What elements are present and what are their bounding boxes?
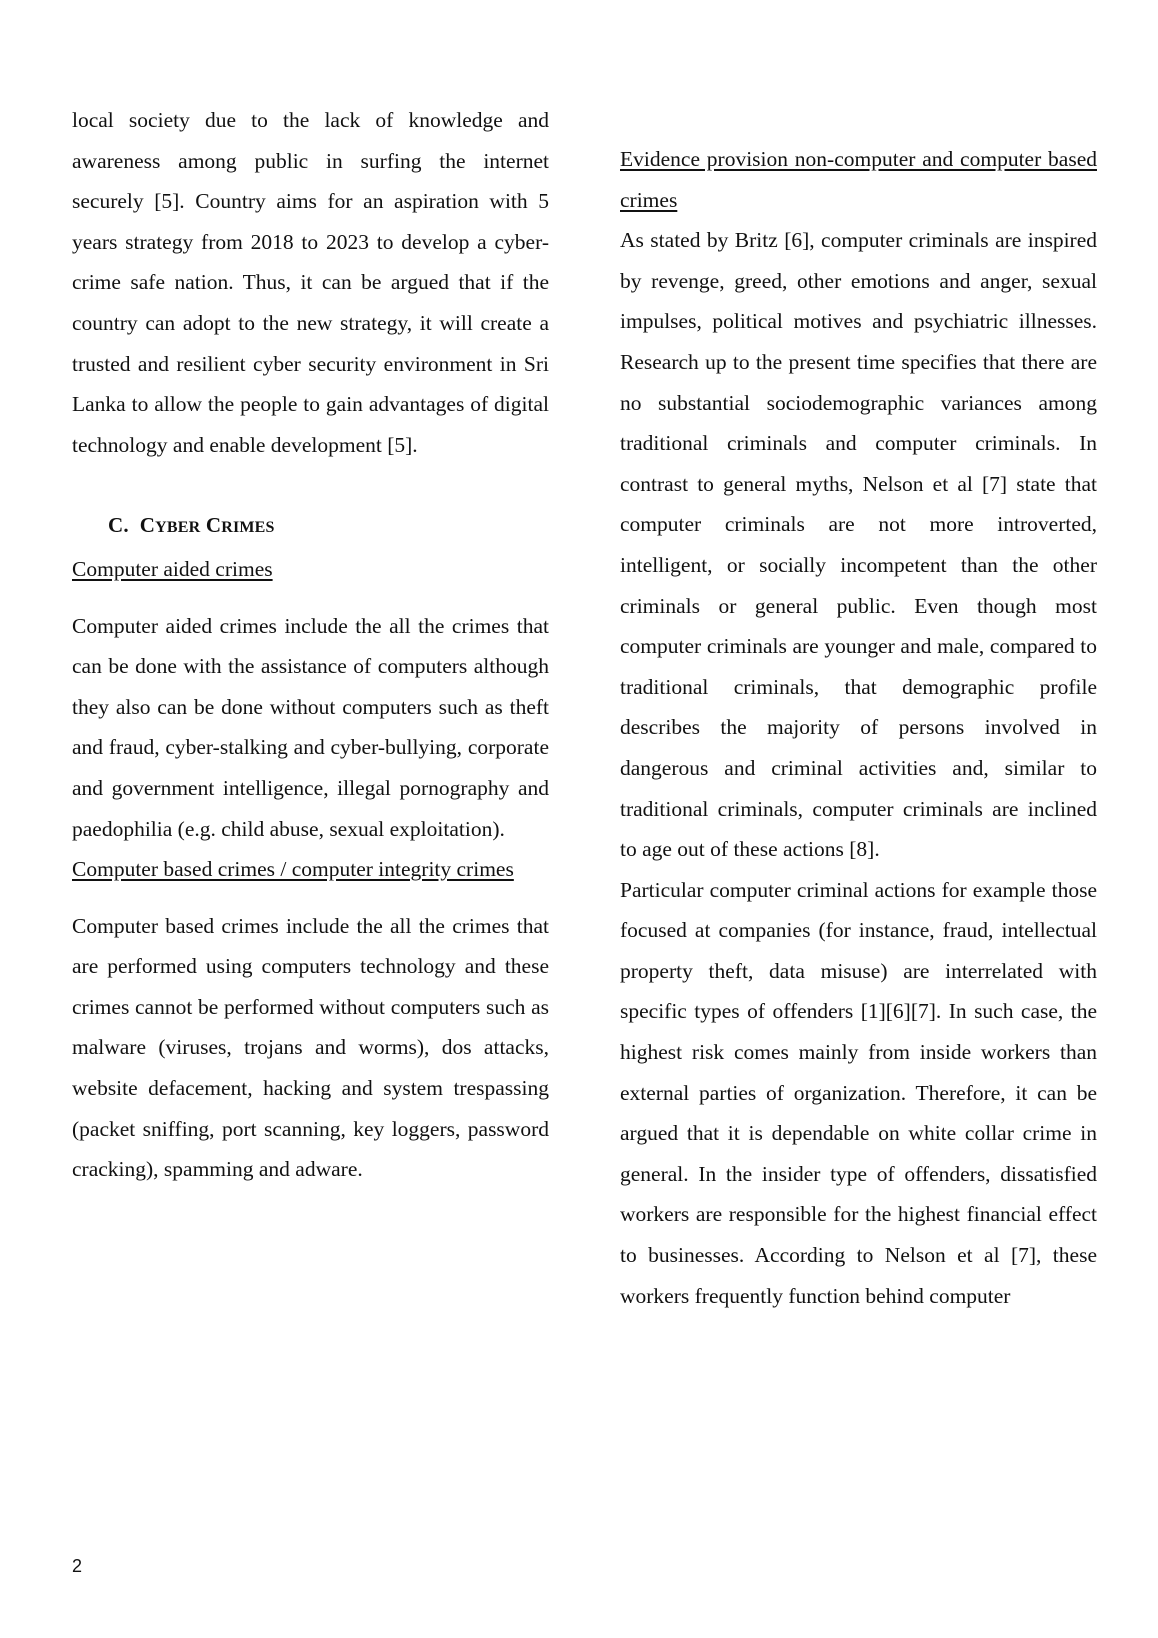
section-heading <box>108 505 549 549</box>
section-title-word-1: CYBER <box>139 513 201 538</box>
paragraph-computer-criminals: As stated by Britz [6], computer criminals are inspired by revenge, greed, other emotions and anger, sexual impulses, political motives and psychiatric illnesses. Research up to the present time specifies that there are no substantial sociodemographic variances among traditional criminals and computer criminals. In contrast to general myths, Nelson et al [7] state that computer criminals are not more introverted, intelligent, or socially incompetent than the other criminals or general public. Even though most computer criminals are younger and male, compared to traditional criminals, that demographic profile describes the majority of persons involved in dangerous and criminal activities and, similar to traditional criminals, computer criminals are inclined to age out of these actions [8]. <box>620 228 1097 862</box>
subheading-evidence-provision: Evidence provision non-computer and computer based crimes <box>620 147 1097 212</box>
intro-paragraph: local society due to the lack of knowledge and awareness among public in surfing the internet securely [5]. Country aims for an aspiration with 5 years strategy from 2018 to 2023 to develop a cyber-crime safe nation. Thus, it can be argued that if the country can adopt to the new strategy, it will create a trusted and resilient cyber security environment in Sri Lanka to allow the people to gain advantages of digital technology and enable development [5]. <box>72 108 549 457</box>
section-number: C. <box>108 513 129 538</box>
paragraph-criminal-actions: Particular computer criminal actions for example those focused at companies (for instance, fraud, intellectual property theft, data misuse) are interrelated with specific types of offenders [1][6][7]. In such case, the highest risk comes mainly from inside workers than external parties of organization. Therefore, it can be argued that it is dependable on white collar crime in general. In the insider type of offenders, dissatisfied workers are responsible for the highest financial effect to businesses. According to Nelson et al [7], these workers frequently function behind computer <box>620 877 1097 1308</box>
subheading-computer-based-crimes: Computer based crimes / computer integrity crimes <box>72 857 514 882</box>
page-number: 2 <box>72 1556 83 1576</box>
left-column <box>72 100 549 1190</box>
right-column <box>620 139 1097 1316</box>
paragraph-computer-based-crimes: Computer based crimes include the all the crimes that are performed using computers technology and these crimes cannot be performed without computers such as malware (viruses, trojans and worms), dos attacks, website defacement, hacking and system trespassing (packet sniffing, port scanning, key loggers, password cracking), spamming and adware. <box>72 913 549 1182</box>
section-title-word-2: CRIMES <box>205 513 275 538</box>
paragraph-computer-aided-crimes: Computer aided crimes include the all the crimes that can be done with the assistance of computers although they also can be done without computers such as theft and fraud, cyber-stalking and cyber-bullying, corporate and government intelligence, illegal pornography and paedophilia (e.g. child abuse, sexual exploitation). <box>72 613 549 841</box>
subheading-computer-aided-crimes: Computer aided crimes <box>72 556 273 581</box>
